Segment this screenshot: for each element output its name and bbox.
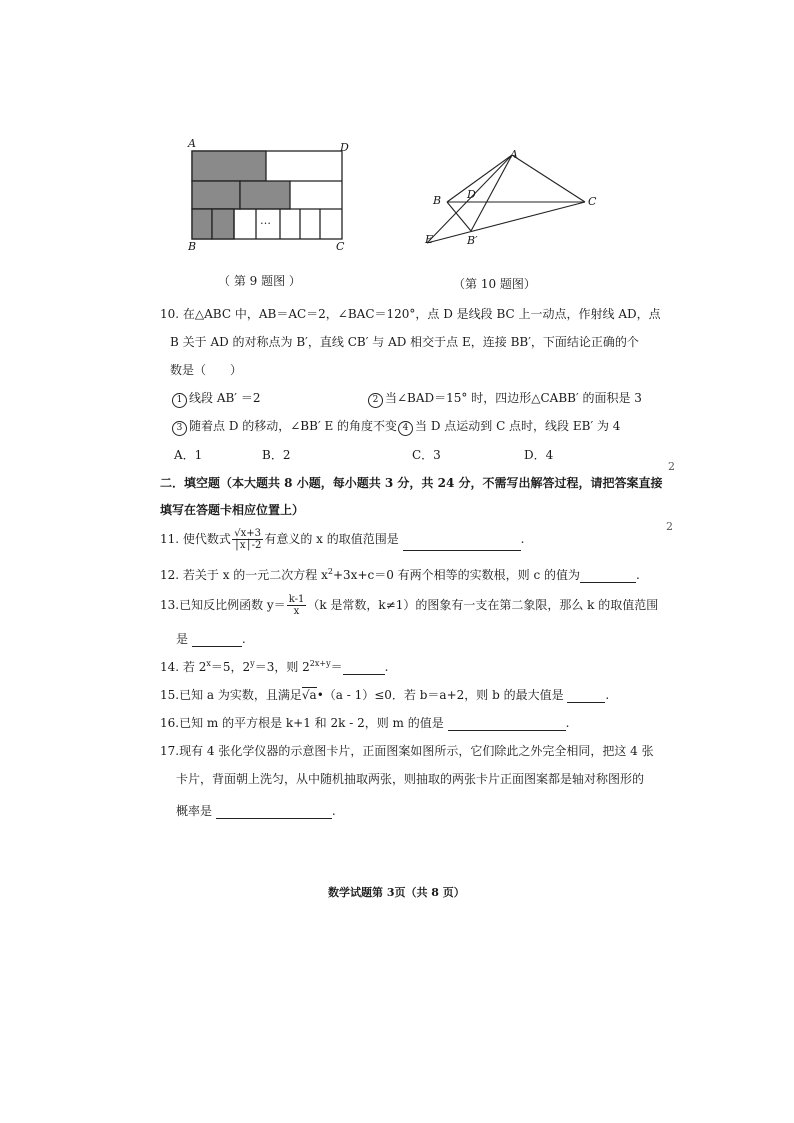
q10-option-b: B．2 [262, 448, 291, 462]
q11-fraction: $\frac{√x+3}{│x│-2}$ [233, 528, 262, 551]
q10-option-d: D．4 [524, 448, 554, 462]
fig9-ellipsis: … [260, 214, 271, 227]
fig9-caption: （ 第 9 题图 ） [218, 274, 301, 288]
q13-line-2: 是 . [176, 632, 246, 646]
fig10-label-bprime: B′ [467, 234, 478, 247]
q16: 16.已知 m 的平方根是 k+1 和 2k - 2，则 m 的值是 . [160, 716, 570, 730]
q10-line-3: 数是（ ） [170, 363, 243, 377]
q17-line-3: 概率是 . [176, 804, 336, 818]
fig10-caption: （第 10 题图） [453, 277, 536, 291]
fig9-label-d: D [340, 141, 349, 154]
q12: 12. 若关于 x 的一元二次方程 $x^2+3x+c=0$ 有两个相等的实数根，则 c 的值为 . [160, 567, 640, 582]
q16-answer-blank[interactable] [448, 718, 566, 731]
circled-3-icon: 3 [172, 421, 187, 436]
q15-answer-blank[interactable] [567, 690, 605, 703]
shaded-quarter-1 [192, 181, 240, 209]
page-footer: 数学试题第 3页（共 8 页） [328, 886, 465, 899]
shaded-small-2 [212, 209, 234, 239]
circled-2-icon: 2 [368, 393, 383, 408]
q10-statement-2: 2 当∠BAD＝15° 时，四边形△CABB′ 的面积是 3 [368, 389, 642, 408]
section-2-heading-line-1: 二．填空题（本大题共 8 小题，每小题共 3 分，共 24 分，不需写出解答过程，请把答案直接 [160, 476, 663, 490]
figure-10-diagram [415, 145, 600, 255]
fig9-label-c: C [336, 240, 345, 253]
fig10-label-a: A [510, 148, 518, 161]
q10-line-2: B 关于 AD 的对称点为 B′，直线 CB′ 与 AD 相交于点 E，连接 BB′，下面结论正确的个 [170, 335, 639, 349]
q10-statement-4: 4 当 D 点运动到 C 点时，线段 EB′ 为 4 [398, 417, 620, 436]
q10-option-a: A．1 [174, 448, 203, 462]
q14: 14. 若 $2^x=5$，$2^y=3$，则 $2^{2x+y}=$ . [160, 659, 389, 674]
q11-answer-blank[interactable] [403, 538, 521, 551]
q10-line-1: 10. 在△ABC 中，AB＝AC＝2，∠BAC＝120°，点 D 是线段 BC 上一动点，作射线 AD，点 [160, 307, 661, 321]
q10-statement-1: 1 线段 AB′ ＝2 [172, 389, 260, 408]
fig10-label-c: C [588, 195, 597, 208]
shaded-half [192, 151, 266, 181]
q17-line-1: 17.现有 4 张化学仪器的示意图卡片，正面图案如图所示，它们除此之外完全相同，把这 4 张 [160, 744, 654, 758]
q13: 13.已知反比例函数 y＝ $\frac{k-1}{x}$ （k 是常数，k≠1）的图象有一支在第二象限，那么 k 的取值范围 [160, 594, 659, 617]
q15: 15.已知 a 为实数，且满足√a•（a - 1）≤0．若 b＝a+2，则 b 的最大值是 . [160, 688, 610, 702]
section-2-heading-line-2: 填写在答题卡相应位置上） [160, 503, 305, 517]
shaded-quarter-2 [240, 181, 290, 209]
fig9-label-a: A [188, 137, 196, 150]
q11: 11. 使代数式 $\frac{√x+3}{│x│-2}$ 有意义的 x 的取值范围是 . [160, 528, 525, 551]
shaded-small-1 [192, 209, 212, 239]
fig10-label-e: E [425, 233, 434, 246]
margin-mark-2: 2 [666, 520, 673, 533]
q14-answer-blank[interactable] [343, 662, 385, 675]
circled-1-icon: 1 [172, 393, 187, 408]
circled-4-icon: 4 [398, 421, 413, 436]
fig9-label-b: B [188, 240, 197, 253]
fig10-label-d: D [467, 188, 476, 201]
q17-answer-blank[interactable] [216, 806, 332, 819]
q13-answer-blank[interactable] [192, 634, 242, 647]
q13-fraction: $\frac{k-1}{x}$ [288, 594, 305, 617]
q12-answer-blank[interactable] [580, 570, 636, 583]
fig10-label-b: B [433, 194, 442, 207]
q10-statement-3: 3 随着点 D 的移动，∠BB′ E 的角度不变 [172, 417, 397, 436]
q17-line-2: 卡片，背面朝上洗匀，从中随机抽取两张，则抽取的两张卡片正面图案都是轴对称图形的 [176, 772, 645, 786]
q10-option-c: C．3 [412, 448, 441, 462]
margin-mark-1: 2 [668, 460, 675, 473]
figure-9-diagram [180, 135, 355, 255]
